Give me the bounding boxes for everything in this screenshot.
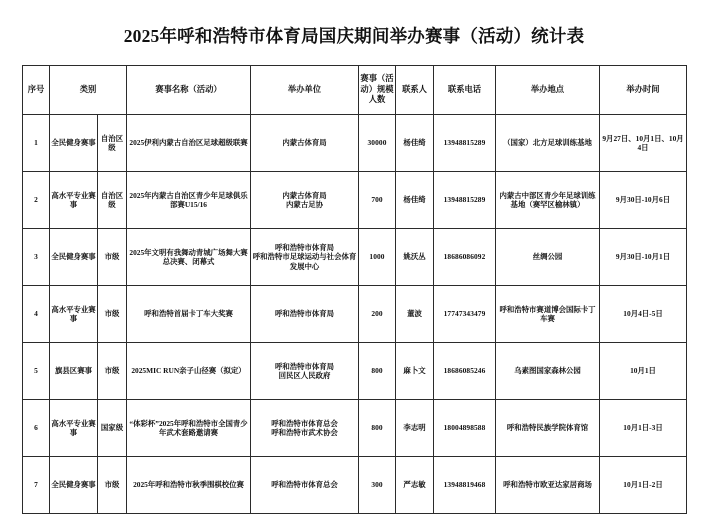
cell-contact-person: 麻卜文 xyxy=(396,343,434,400)
table-row xyxy=(23,172,687,229)
cell-organizer xyxy=(251,457,359,514)
cell-level: 市级 xyxy=(98,229,127,286)
cell-date: 10月4日-5日 xyxy=(600,286,687,343)
cell-category: 高水平专业赛事 xyxy=(50,286,98,343)
cell-event-name: 2025年文明有我舞动青城广场舞大赛总决赛、闭幕式 xyxy=(127,229,251,286)
cell-contact-phone: 18004898588 xyxy=(434,400,496,457)
cell-event-name: 2025年内蒙古自治区青少年足球俱乐部赛U15/16 xyxy=(127,172,251,229)
cell-event-name: 2025伊利内蒙古自治区足球超级联赛 xyxy=(127,115,251,172)
cell-date: 9月30日-10月6日 xyxy=(600,172,687,229)
table-row xyxy=(23,457,687,514)
cell-contact-phone: 13948815289 xyxy=(434,115,496,172)
table-body xyxy=(23,115,687,514)
cell-venue: 丝绸公园 xyxy=(496,229,600,286)
table-row xyxy=(23,343,687,400)
cell-venue: （国家）北方足球训练基地 xyxy=(496,115,600,172)
cell-date: 10月1日 xyxy=(600,343,687,400)
organizer-line-1: 呼和浩特市体育局 xyxy=(274,361,335,371)
cell-contact-person: 姚沃丛 xyxy=(396,229,434,286)
cell-venue: 呼和浩特市赛道博会国际卡丁车赛 xyxy=(496,286,600,343)
column-header-organizer: 举办单位 xyxy=(251,66,359,115)
page-title: 2025年呼和浩特市体育局国庆期间举办赛事（活动）统计表 xyxy=(123,26,585,46)
header-row xyxy=(23,66,687,115)
cell-organizer xyxy=(251,172,359,229)
column-header-category: 类别 xyxy=(50,66,127,115)
cell-category: 高水平专业赛事 xyxy=(50,172,98,229)
cell-venue: 呼和浩特民族学院体育馆 xyxy=(496,400,600,457)
cell-level: 市级 xyxy=(98,457,127,514)
organizer-line-1: 内蒙古体育局 xyxy=(282,138,327,148)
cell-scale: 800 xyxy=(359,400,396,457)
cell-date: 9月27日、10月1日、10月4日 xyxy=(600,115,687,172)
cell-contact-person: 董波 xyxy=(396,286,434,343)
cell-seq: 4 xyxy=(23,286,50,343)
cell-category: 全民健身赛事 xyxy=(50,229,98,286)
cell-scale: 700 xyxy=(359,172,396,229)
cell-scale: 200 xyxy=(359,286,396,343)
cell-scale: 300 xyxy=(359,457,396,514)
cell-level: 市级 xyxy=(98,286,127,343)
organizer-line-2: 呼和浩特市足球运动与社会体育发展中心 xyxy=(252,252,357,271)
table-row xyxy=(23,229,687,286)
cell-organizer xyxy=(251,286,359,343)
cell-contact-person: 严志敏 xyxy=(396,457,434,514)
organizer-line-1: 呼和浩特市体育总会 xyxy=(271,480,338,490)
organizer-line-1: 内蒙古体育局 xyxy=(282,190,327,200)
cell-seq: 3 xyxy=(23,229,50,286)
cell-scale: 800 xyxy=(359,343,396,400)
cell-level: 国家级 xyxy=(98,400,127,457)
organizer-line-2: 回民区人民政府 xyxy=(278,371,331,380)
organizer-line-1: 呼和浩特市体育局 xyxy=(274,309,335,319)
organizer-line-2: 内蒙古足协 xyxy=(286,200,323,209)
cell-seq: 1 xyxy=(23,115,50,172)
cell-category: 高水平专业赛事 xyxy=(50,400,98,457)
cell-event-name: “体彩杯”2025年呼和浩特市全国青少年武术套路邀请赛 xyxy=(127,400,251,457)
cell-organizer xyxy=(251,400,359,457)
cell-date: 9月30日-10月1日 xyxy=(600,229,687,286)
cell-organizer xyxy=(251,343,359,400)
cell-contact-person: 李志明 xyxy=(396,400,434,457)
cell-level: 自治区级 xyxy=(98,172,127,229)
cell-contact-person: 杨佳绮 xyxy=(396,172,434,229)
cell-date: 10月1日-2日 xyxy=(600,457,687,514)
cell-organizer xyxy=(251,115,359,172)
cell-seq: 5 xyxy=(23,343,50,400)
cell-scale: 1000 xyxy=(359,229,396,286)
column-header-contact-phone: 联系电话 xyxy=(434,66,496,115)
cell-seq: 6 xyxy=(23,400,50,457)
organizer-line-2: 呼和浩特市武术协会 xyxy=(271,428,338,437)
cell-contact-person: 杨佳绮 xyxy=(396,115,434,172)
table-header xyxy=(23,66,687,115)
cell-venue: 呼和浩特市欧亚达家居商场 xyxy=(496,457,600,514)
cell-event-name: 呼和浩特首届卡丁车大奖赛 xyxy=(127,286,251,343)
cell-event-name: 2025MIC RUN亲子山径赛（拟定） xyxy=(127,343,251,400)
table-row xyxy=(23,115,687,172)
column-header-date: 举办时间 xyxy=(600,66,687,115)
column-header-venue: 举办地点 xyxy=(496,66,600,115)
cell-contact-phone: 18686086092 xyxy=(434,229,496,286)
cell-level: 市级 xyxy=(98,343,127,400)
table-container xyxy=(22,65,686,514)
column-header-seq: 序号 xyxy=(23,66,50,115)
table-row xyxy=(23,400,687,457)
cell-contact-phone: 18686085246 xyxy=(434,343,496,400)
cell-contact-phone: 13948819468 xyxy=(434,457,496,514)
cell-level: 自治区级 xyxy=(98,115,127,172)
cell-contact-phone: 13948815289 xyxy=(434,172,496,229)
cell-category: 全民健身赛事 xyxy=(50,457,98,514)
cell-scale: 30000 xyxy=(359,115,396,172)
cell-category: 旗县区赛事 xyxy=(50,343,98,400)
cell-venue: 内蒙古中部区青少年足球训练基地（赛罕区榆林镇） xyxy=(496,172,600,229)
cell-category: 全民健身赛事 xyxy=(50,115,98,172)
event-statistics-table xyxy=(22,65,687,514)
column-header-event-name: 赛事名称（活动） xyxy=(127,66,251,115)
organizer-line-1: 呼和浩特市体育总会 xyxy=(271,418,338,428)
organizer-line-1: 呼和浩特市体育局 xyxy=(274,243,335,253)
column-header-contact-person: 联系人 xyxy=(396,66,434,115)
cell-venue: 乌素图国家森林公园 xyxy=(496,343,600,400)
cell-event-name: 2025年呼和浩特市秋季围棋校位赛 xyxy=(127,457,251,514)
cell-contact-phone: 17747343479 xyxy=(434,286,496,343)
cell-seq: 2 xyxy=(23,172,50,229)
cell-date: 10月1日-3日 xyxy=(600,400,687,457)
cell-organizer xyxy=(251,229,359,286)
table-row xyxy=(23,286,687,343)
column-header-scale: 赛事（活动）规模人数 xyxy=(359,66,396,115)
cell-seq: 7 xyxy=(23,457,50,514)
